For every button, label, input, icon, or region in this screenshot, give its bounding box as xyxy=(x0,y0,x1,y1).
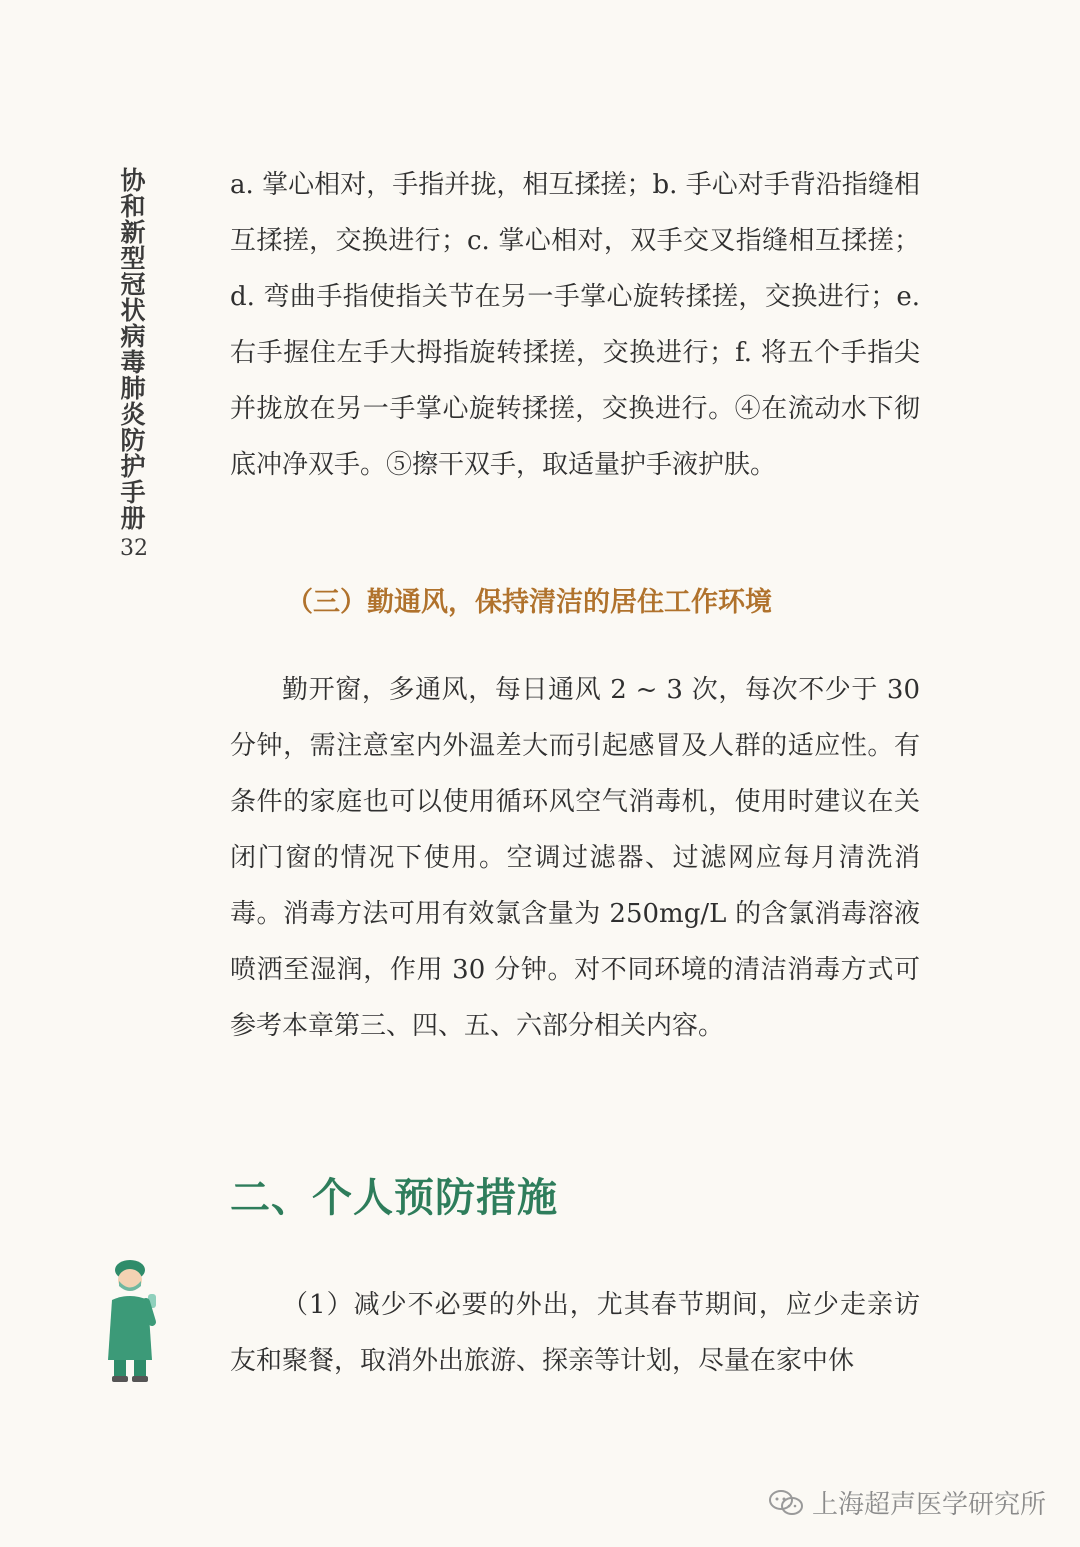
page-number: 32 xyxy=(120,536,148,561)
doctor-illustration xyxy=(98,1256,168,1386)
paragraph-personal-measure-1: （1）减少不必要的外出，尤其春节期间，应少走亲访友和聚餐，取消外出旅游、探亲等计划，尽量在家中休 xyxy=(230,1290,920,1376)
paragraph-handwashing-steps: a. 掌心相对，手指并拢，相互揉搓；b. 手心对手背沿指缝相互揉搓，交换进行；c. 掌心相对，双手交叉指缝相互揉搓；d. 弯曲手指使指关节在另一手掌心旋转揉搓，交换进行；e. 右手握住左手大拇指旋转揉搓，交换进行；f. 将五个手指尖并拢放在另一手掌心旋转揉搓，交换进行。④在流动水下彻底冲净双手。⑤擦干双手，取适量护手液护肤。 xyxy=(230,170,920,480)
section-heading-personal-prevention: 二、个人预防措施 xyxy=(230,1174,558,1221)
paragraph-ventilation: 勤开窗，多通风，每日通风 2 ~ 3 次，每次不少于 30 分钟，需注意室内外温差大而引起感冒及人群的适应性。有条件的家庭也可以使用循环风空气消毒机，使用时建议在关闭门窗的情况下使用。空调过滤器、过滤网应每月清洗消毒。消毒方法可用有效氯含量为 250mg/L 的含氯消毒溶液喷洒至湿润，作用 30 分钟。对不同环境的清洁消毒方式可参考本章第三、四、五、六部分相关内容。 xyxy=(230,675,920,1041)
watermark xyxy=(768,1484,1046,1521)
subheading-ventilation: （三）勤通风，保持清洁的居住工作环境 xyxy=(286,587,772,618)
book-title-vertical: 协和新型冠状病毒肺炎防护手册 xyxy=(120,166,146,533)
watermark-text: 上海超声医学研究所 xyxy=(811,1490,1046,1520)
wechat-icon xyxy=(768,1489,804,1517)
